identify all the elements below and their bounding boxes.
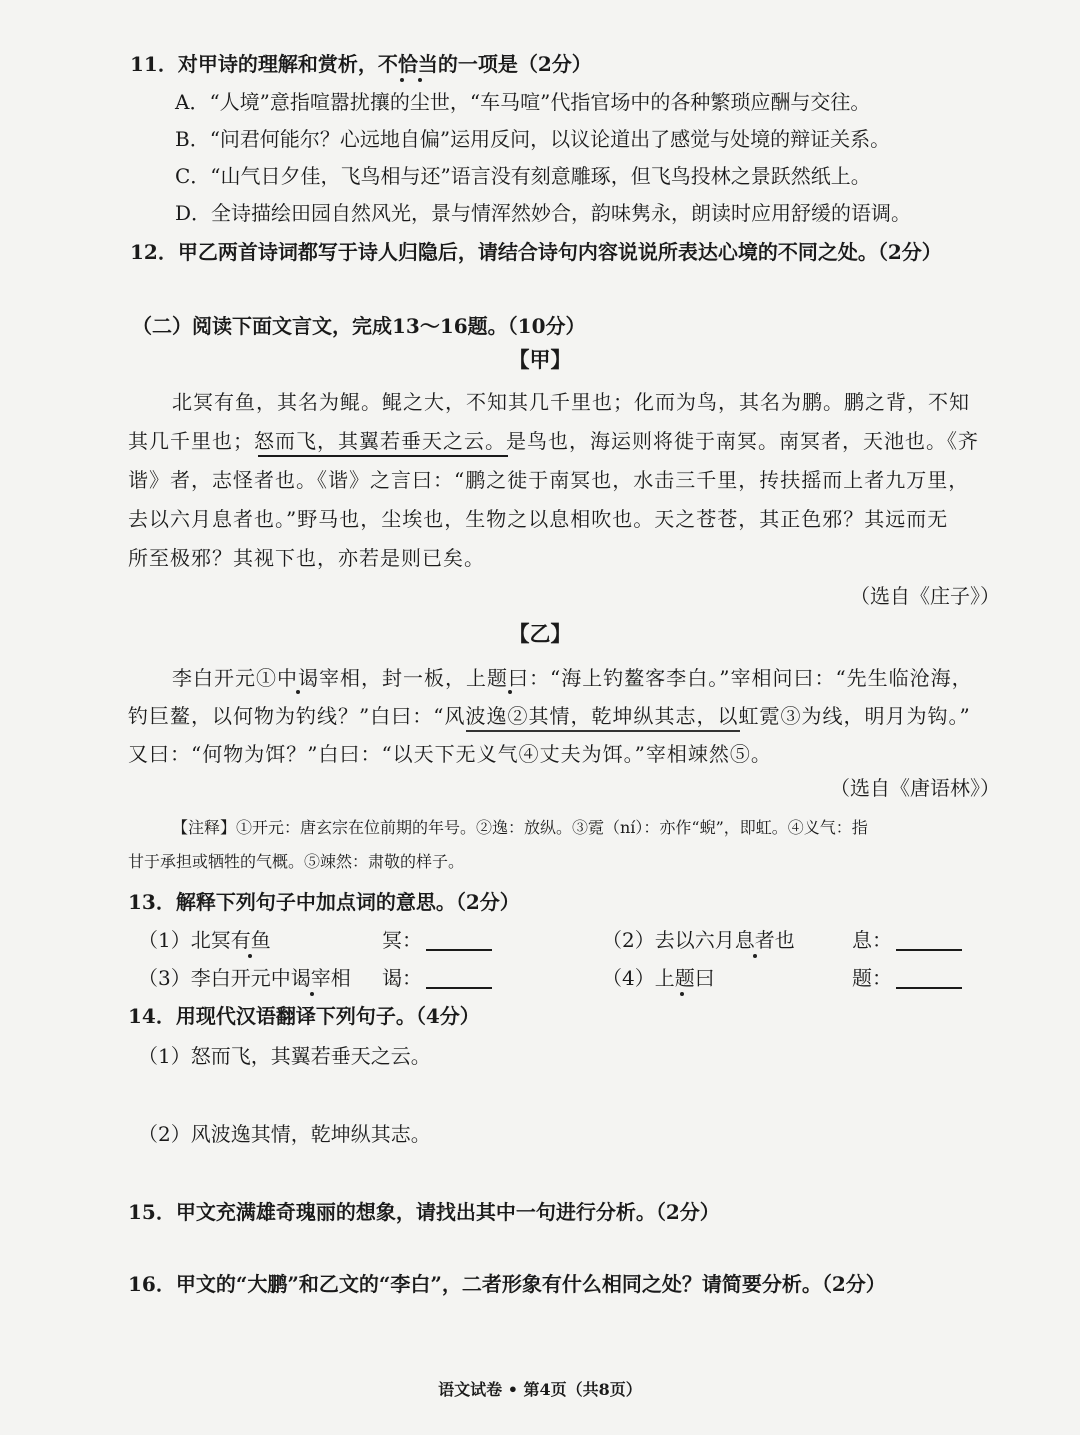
passage-yi-source: （选自《唐语林》） <box>830 776 1000 800</box>
question-13-stem: 13．解释下列句子中加点词的意思。（2分） <box>128 890 520 914</box>
answer-blank[interactable] <box>896 967 962 989</box>
q11-option-a: A．“人境”意指喧嚣扰攘的尘世，“车马喧”代指官场中的各种繁琐应酬与交往。 <box>175 90 871 114</box>
emphasis-dot <box>310 992 314 996</box>
q13-word-label: 息： <box>852 928 892 952</box>
passage-jia-line: 谐》者，志怪者也。《谐》之言曰：“鹏之徙于南冥也，水击三千里，抟扶摇而上者九万里， <box>128 468 970 492</box>
emphasis-dot <box>296 690 300 694</box>
q13-answer-field[interactable] <box>382 926 492 954</box>
passage-yi-line: 李白开元①中谒宰相，封一板，上题曰：“海上钓鳌客李白。”宰相问曰：“先生临沧海， <box>172 666 973 690</box>
underline <box>466 726 740 732</box>
q13-answer-field[interactable] <box>852 964 962 992</box>
section-2-heading: （二）阅读下面文言文，完成13～16题。（10分） <box>132 314 586 338</box>
passage-jia-label: 【甲】 <box>508 347 572 372</box>
question-14-stem: 14．用现代汉语翻译下列句子。（4分） <box>128 1004 480 1028</box>
q13-word-label: 谒： <box>382 966 422 990</box>
answer-blank[interactable] <box>426 967 492 989</box>
answer-blank[interactable] <box>426 929 492 951</box>
q13-item: （1）北冥有鱼 <box>138 928 271 952</box>
emphasis-dot <box>508 690 512 694</box>
emphasis-dot <box>248 954 252 958</box>
q13-word-label: 题： <box>852 966 892 990</box>
question-11-stem: 11．对甲诗的理解和赏析，不恰当的一项是（2分） <box>130 52 592 76</box>
q11-option-b: B．“问君何能尔？心远地自偏”运用反问，以议论道出了感觉与处境的辩证关系。 <box>175 127 891 151</box>
q13-item: （4）上题曰 <box>602 966 715 990</box>
question-15: 15．甲文充满雄奇瑰丽的想象，请找出其中一句进行分析。（2分） <box>128 1200 720 1224</box>
underline <box>258 455 508 457</box>
passage-yi-label: 【乙】 <box>508 621 572 646</box>
passage-jia-line: 北冥有鱼，其名为鲲。鲲之大，不知其几千里也；化而为鸟，其名为鹏。鹏之背，不知 <box>172 390 970 414</box>
emphasis-dot <box>418 78 422 82</box>
answer-blank[interactable] <box>896 929 962 951</box>
annotation-line: 【注释】①开元：唐玄宗在位前期的年号。②逸：放纵。③霓（ní）：亦作“蜺”，即虹。④义气：指 <box>172 818 868 837</box>
question-16: 16．甲文的“大鹏”和乙文的“李白”，二者形象有什么相同之处？请简要分析。（2分） <box>128 1272 886 1296</box>
annotation-line: 甘于承担或牺牲的气概。⑤竦然：肃敬的样子。 <box>128 852 465 871</box>
q13-answer-field[interactable] <box>382 964 492 992</box>
passage-yi-line: 又曰：“何物为饵？”白曰：“以天下无义气④丈夫为饵。”宰相竦然⑤。 <box>128 742 772 766</box>
q13-item: （2）去以六月息者也 <box>602 928 795 952</box>
q14-item: （1）怒而飞，其翼若垂天之云。 <box>138 1044 431 1068</box>
q11-option-c: C．“山气日夕佳，飞鸟相与还”语言没有刻意雕琢，但飞鸟投林之景跃然纸上。 <box>175 164 871 188</box>
q13-answer-field[interactable] <box>852 926 962 954</box>
question-12: 12．甲乙两首诗词都写于诗人归隐后，请结合诗句内容说说所表达心境的不同之处。（2分） <box>130 240 942 264</box>
passage-jia-line: 去以六月息者也。”野马也，尘埃也，生物之以息相吹也。天之苍苍，其正色邪？其远而无 <box>128 507 949 531</box>
passage-jia-line: 所至极邪？其视下也，亦若是则已矣。 <box>128 546 485 570</box>
emphasis-dot <box>400 78 404 82</box>
passage-yi-line: 钓巨鳌，以何物为钓线？”白曰：“风波逸②其情，乾坤纵其志，以虹霓③为线，明月为钩。” <box>128 704 971 728</box>
q13-item: （3）李白开元中谒宰相 <box>138 966 351 990</box>
page-footer: 语文试卷 • 第4页（共8页） <box>438 1380 642 1399</box>
q13-word-label: 冥： <box>382 928 422 952</box>
emphasis-dot <box>753 954 757 958</box>
emphasis-dot <box>680 992 684 996</box>
q14-item: （2）风波逸其情，乾坤纵其志。 <box>138 1122 431 1146</box>
passage-jia-source: （选自《庄子》） <box>850 584 1000 608</box>
q11-option-d: D．全诗描绘田园自然风光，景与情浑然妙合，韵味隽永，朗读时应用舒缓的语调。 <box>175 201 912 225</box>
passage-jia-line: 其几千里也；怒而飞，其翼若垂天之云。是鸟也，海运则将徙于南冥。南冥者，天池也。《齐 <box>128 429 979 453</box>
